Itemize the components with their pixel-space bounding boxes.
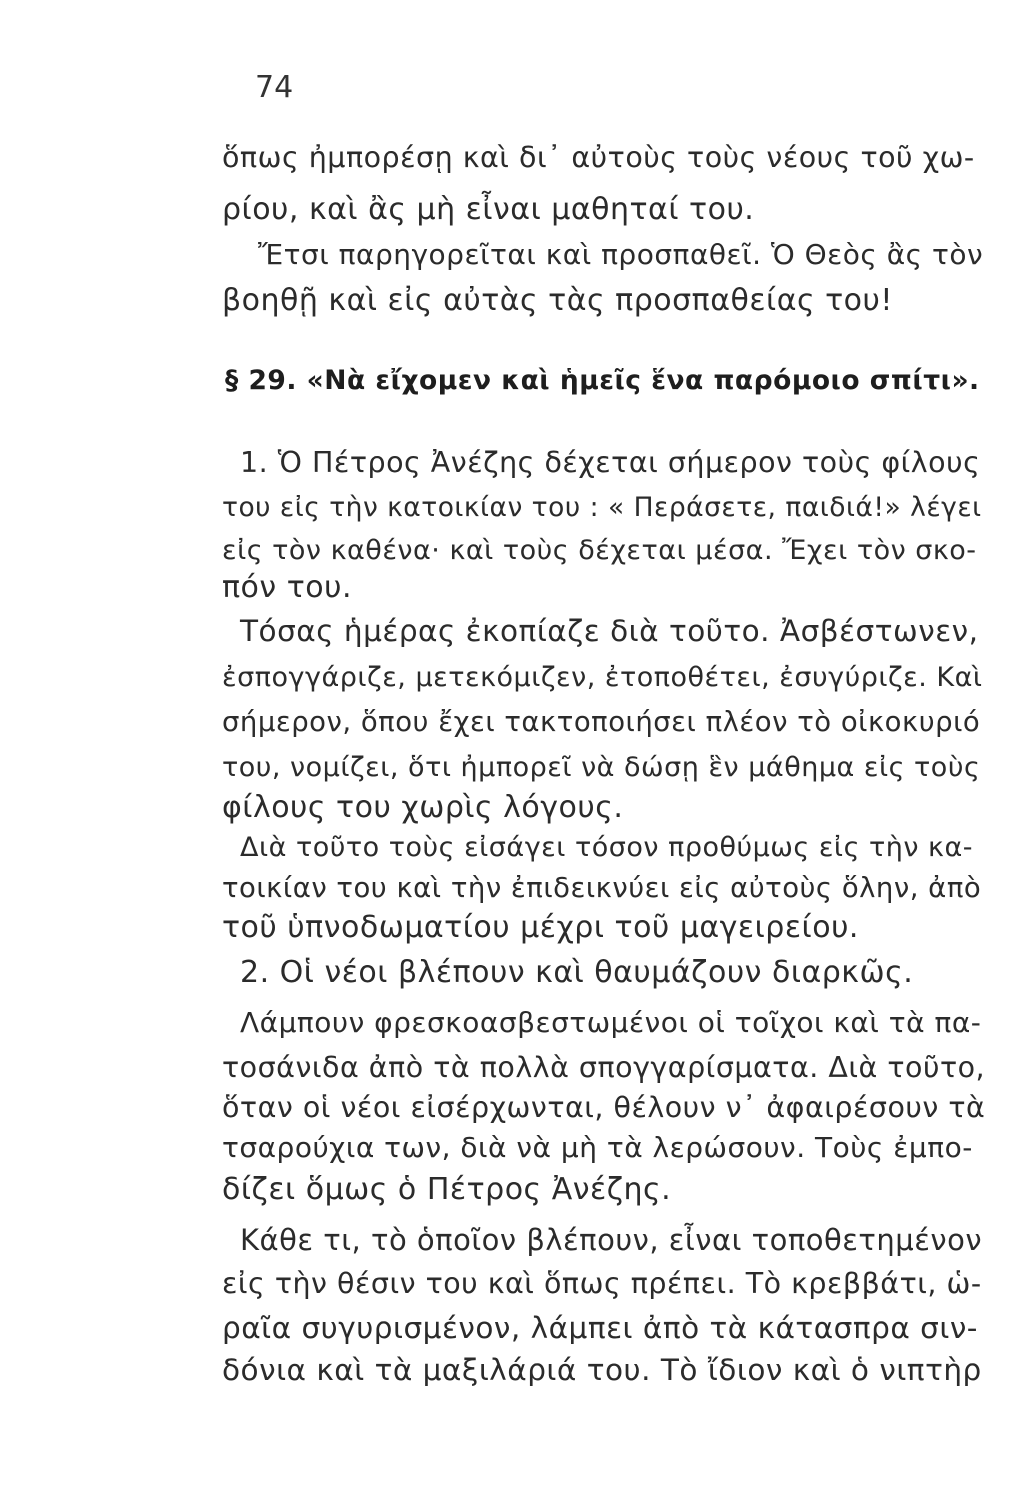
paragraph-line: Τόσας ἡμέρας ἐκοπίαζε διὰ τοῦτο. Ἀσβέστωνεν,	[240, 614, 979, 648]
section-heading: § 29. «Νὰ εἴχομεν καὶ ἡμεῖς ἕνα παρόμοιο σπίτι».	[225, 365, 980, 396]
paragraph-line: Λάμπουν φρεσκοασβεστωμένοι οἱ τοῖχοι καὶ τὰ πα-	[240, 1006, 982, 1039]
paragraph-line: σήμερον, ὅπου ἔχει τακτοποιήσει πλέον τὸ οἰκοκυριό	[222, 706, 981, 738]
paragraph-line: εἰς τὸν καθένα· καὶ τοὺς δέχεται μέσα. Ἔχει τὸν σκο-	[222, 535, 977, 566]
paragraph-line: δίζει ὅμως ὁ Πέτρος Ἀνέζης.	[222, 1172, 672, 1207]
paragraph-line: δόνια καὶ τὰ μαξιλάριά του. Τὸ ἴδιον καὶ ὁ νιπτὴρ	[222, 1353, 982, 1387]
paragraph-line: ἐσπογγάριζε, μετεκόμιζεν, ἐτοποθέτει, ἐσυγύριζε. Καὶ	[222, 662, 983, 693]
text-line: ὅπως ἠμπορέσῃ καὶ δι᾽ αὐτοὺς τοὺς νέους τοῦ χω-	[222, 141, 975, 174]
paragraph-line: τοσάνιδα ἀπὸ τὰ πολλὰ σπογγαρίσματα. Διὰ τοῦτο,	[222, 1051, 986, 1084]
paragraph-line: του, νομίζει, ὅτι ἠμπορεῖ νὰ δώσῃ ἓν μάθημα εἰς τοὺς	[222, 752, 981, 783]
paragraph-line: Διὰ τοῦτο τοὺς εἰσάγει τόσον προθύμως εἰς τὴν κα-	[240, 832, 973, 863]
paragraph-line: ραῖα συγυρισμένον, λάμπει ἀπὸ τὰ κάτασπρα σιν-	[222, 1311, 978, 1345]
paragraph-line: Κάθε τι, τὸ ὁποῖον βλέπουν, εἶναι τοποθετημένον	[240, 1223, 983, 1257]
page-number: 74	[255, 70, 294, 105]
paragraph-line: του εἰς τὴν κατοικίαν του : « Περάσετε, παιδιά!» λέγει	[222, 492, 982, 523]
paragraph-line: ὅταν οἱ νέοι εἰσέρχωνται, θέλουν ν᾽ ἀφαιρέσουν τὰ	[222, 1091, 986, 1124]
paragraph-line: τοικίαν του καὶ τὴν ἐπιδεικνύει εἰς αὐτοὺς ὅλην, ἀπὸ	[222, 872, 982, 904]
text-line: ρίου, καὶ ἂς μὴ εἶναι μαθηταί του.	[222, 192, 755, 227]
paragraph-line: τσαρούχια των, διὰ νὰ μὴ τὰ λερώσουν. Τοὺς ἐμπο-	[222, 1131, 973, 1164]
paragraph-line: πόν του.	[222, 570, 353, 605]
paragraph-line: εἰς τὴν θέσιν του καὶ ὅπως πρέπει. Τὸ κρεββάτι, ὡ-	[222, 1267, 982, 1300]
paragraph-line: τοῦ ὑπνοδωματίου μέχρι τοῦ μαγειρείου.	[222, 910, 859, 945]
paragraph-line: 1. Ὁ Πέτρος Ἀνέζης δέχεται σήμερον τοὺς φίλους	[240, 446, 981, 479]
text-line: Ἔτσι παρηγορεῖται καὶ προσπαθεῖ. Ὁ Θεὸς ἂς τὸν	[258, 238, 984, 271]
text-line: βοηθῇ καὶ εἰς αὐτὰς τὰς προσπαθείας του!	[222, 283, 893, 318]
paragraph-line: 2. Οἱ νέοι βλέπουν καὶ θαυμάζουν διαρκῶς.	[240, 955, 914, 990]
paragraph-line: φίλους του χωρὶς λόγους.	[222, 790, 624, 825]
